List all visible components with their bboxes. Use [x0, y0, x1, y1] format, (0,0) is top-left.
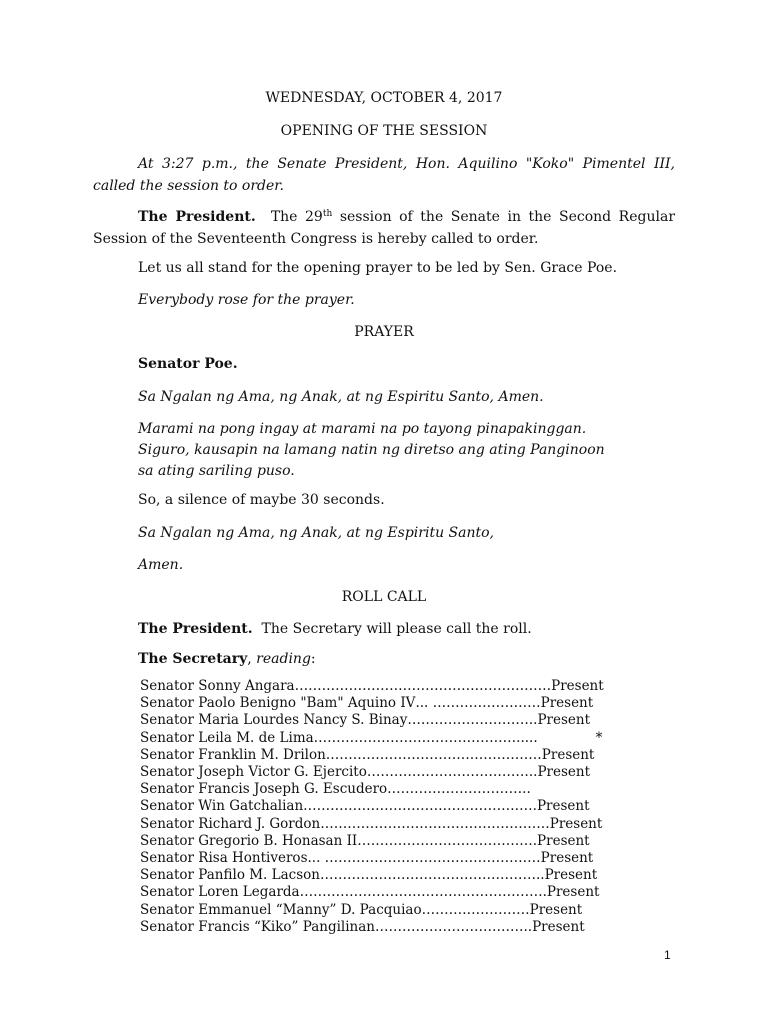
roll-row	[140, 884, 640, 901]
roll-dot-leader: ... ……………………	[415, 695, 541, 712]
roll-dot-leader: ………………………..	[407, 712, 538, 729]
president-call-text-a: The 29	[270, 209, 323, 225]
roll-row	[140, 695, 640, 712]
roll-senator-name: Senator Paolo Benigno "Bam" Aquino IV	[140, 695, 416, 712]
president-call-line2: Session of the Seventeenth Congress is hereby called to order.	[93, 231, 539, 247]
speaker-president: The President.	[138, 209, 256, 225]
roll-status: Present	[536, 798, 590, 815]
speaker-secretary: The Secretary	[138, 651, 248, 667]
prayer-closing-line2: Amen.	[138, 557, 184, 573]
speaker-senator-poe: Senator Poe.	[138, 356, 238, 372]
roll-senator-name: Senator Leila M. de Lima	[140, 729, 314, 746]
roll-call-list	[140, 678, 640, 936]
roll-dot-leader: …………………………………………	[325, 746, 542, 763]
prayer-line1: Sa Ngalan ng Ama, ng Anak, at ng Espiritu Santo, Amen.	[138, 389, 544, 405]
roll-status: Present	[549, 815, 603, 832]
roll-row	[140, 833, 640, 850]
roll-status: Present	[541, 746, 595, 763]
roll-status: Present	[532, 918, 585, 935]
roll-senator-name: Senator Maria Lourdes Nancy S. Binay	[140, 712, 408, 729]
roll-row	[140, 867, 640, 884]
opening-narration-line2: called the session to order.	[93, 178, 284, 194]
opening-heading: OPENING OF THE SESSION	[280, 123, 488, 139]
prayer-rose-narration: Everybody rose for the prayer.	[138, 292, 355, 308]
roll-senator-name: Senator Loren Legarda	[140, 884, 300, 901]
roll-senator-name: Senator Richard J. Gordon	[140, 815, 321, 832]
prayer-para-line2: Siguro, kausapin na lamang natin ng diretso ang ating Panginoon	[138, 442, 605, 458]
roll-status: Present	[540, 695, 594, 712]
roll-dot-leader: ……………………	[421, 901, 530, 918]
prayer-invite: Let us all stand for the opening prayer to be led by Sen. Grace Poe.	[138, 260, 618, 276]
opening-narration	[93, 153, 675, 197]
roll-senator-name: Senator Francis Joseph G. Escudero	[140, 781, 388, 798]
roll-row	[140, 816, 640, 833]
roll-status: Present	[537, 832, 590, 849]
roll-row	[140, 678, 640, 695]
page-number: 1	[664, 948, 671, 962]
roll-dot-leader: ……………………………………………….	[299, 884, 547, 901]
roll-row	[140, 747, 640, 764]
roll-row	[140, 902, 640, 919]
roll-status: Present	[546, 884, 600, 901]
prayer-heading: PRAYER	[354, 324, 414, 340]
prayer-para-line3: sa ating sariling puso.	[138, 463, 295, 479]
roll-status: Present	[540, 850, 594, 867]
roll-status: Present	[551, 678, 604, 694]
roll-call-intro-text: The Secretary will please call the roll.	[261, 621, 532, 637]
president-call-text-b: session of the Senate in the Second Regular	[332, 209, 676, 225]
roll-status: *	[595, 729, 603, 746]
president-call-paragraph	[93, 206, 675, 250]
roll-status: Present	[529, 901, 583, 918]
roll-row	[140, 712, 640, 729]
roll-senator-name: Senator Sonny Angara	[140, 678, 295, 694]
ordinal-suffix: th	[322, 209, 333, 219]
roll-dot-leader: ………………………………….	[357, 832, 538, 849]
roll-dot-leader: ……………………………………….....	[313, 729, 538, 746]
roll-dot-leader: ……………………………..	[375, 918, 533, 935]
secretary-reading	[138, 650, 316, 668]
prayer-para-line1: Marami na pong ingay at marami na po tayong pinapakinggan.	[138, 421, 587, 437]
reading-label: reading	[256, 651, 311, 667]
secretary-colon: :	[310, 651, 316, 667]
roll-senator-name: Senator Panfilo M. Lacson	[140, 867, 320, 884]
secretary-comma: ,	[247, 651, 257, 667]
president-call-line1	[93, 206, 675, 228]
roll-call-intro	[138, 620, 532, 638]
speaker-president-roll: The President.	[138, 621, 253, 637]
roll-senator-name: Senator Franklin M. Drilon	[140, 746, 326, 763]
roll-dot-leader: …………………………………………….	[303, 798, 537, 815]
roll-row	[140, 764, 640, 781]
roll-dot-leader: ... …………………………………………	[307, 850, 541, 867]
roll-dot-leader: ………………………………..	[366, 764, 538, 781]
prayer-paragraph	[138, 419, 648, 482]
roll-row	[140, 730, 640, 747]
roll-call-heading: ROLL CALL	[341, 589, 427, 605]
roll-status: Present	[537, 764, 591, 781]
roll-row	[140, 919, 640, 936]
opening-narration-line1: At 3:27 p.m., the Senate President, Hon. Aquilino "Koko" Pimentel III,	[138, 156, 675, 172]
roll-row	[140, 850, 640, 867]
roll-senator-name: Senator Win Gatchalian	[140, 798, 304, 815]
roll-dot-leader: …………………………………………………	[294, 678, 552, 694]
roll-senator-name: Senator Emmanuel “Manny” D. Pacquiao	[140, 901, 422, 918]
prayer-closing-line1: Sa Ngalan ng Ama, ng Anak, at ng Espiritu Santo,	[138, 525, 495, 541]
roll-senator-name: Senator Gregorio B. Honasan II	[140, 832, 358, 849]
roll-senator-name: Senator Risa Hontiveros	[140, 850, 308, 867]
prayer-silence: So, a silence of maybe 30 seconds.	[138, 492, 385, 508]
session-date: WEDNESDAY, OCTOBER 4, 2017	[265, 90, 503, 106]
roll-dot-leader: …………………………………………..	[319, 867, 545, 884]
roll-status: Present	[537, 712, 591, 729]
roll-dot-leader: …………………………..	[387, 781, 531, 798]
roll-row	[140, 781, 640, 798]
roll-row	[140, 798, 640, 815]
roll-status: Present	[544, 867, 598, 884]
roll-senator-name: Senator Francis “Kiko” Pangilinan	[140, 918, 375, 935]
roll-senator-name: Senator Joseph Victor G. Ejercito	[140, 764, 367, 781]
roll-dot-leader: ……………………………………………	[320, 815, 550, 832]
